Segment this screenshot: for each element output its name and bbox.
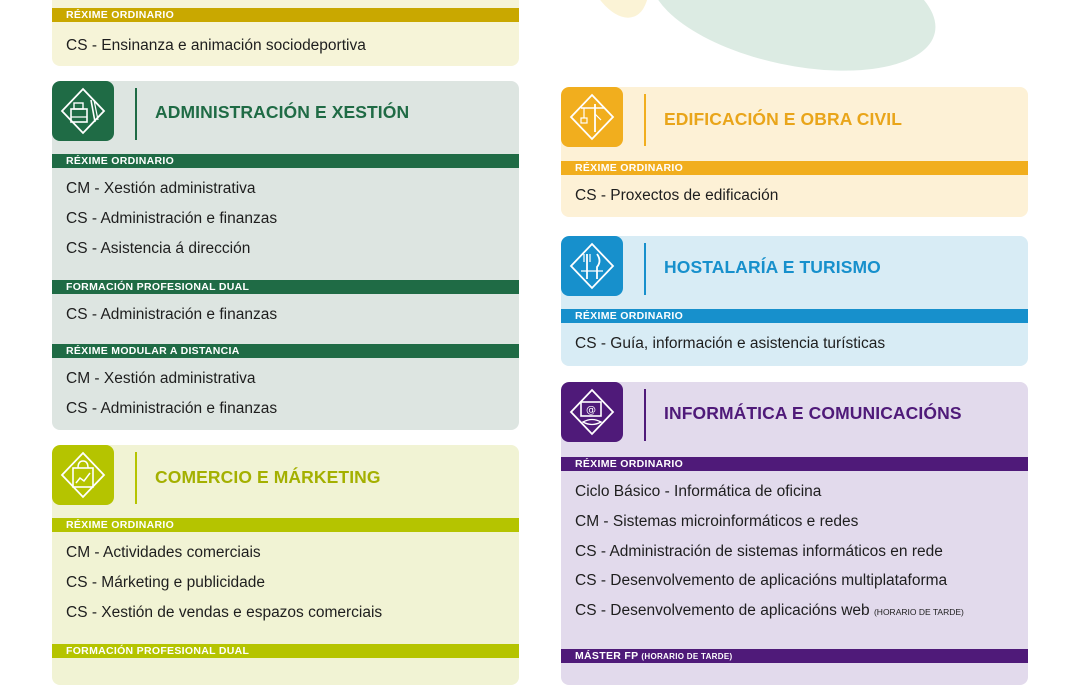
card-comercio: [52, 445, 519, 685]
card-edificacion: [561, 87, 1028, 217]
card-actividades: [52, 0, 519, 66]
list-item: CS - Márketing e publicidade: [66, 574, 266, 591]
decorative-blob-green: [638, 0, 948, 94]
schedule-note: (HORARIO DE TARDE): [641, 652, 733, 661]
section-title: EDIFICACIÓN E OBRA CIVIL: [664, 109, 903, 129]
title-divider: [644, 389, 646, 441]
section-title: COMERCIO E MÁRKETING: [155, 467, 381, 487]
title-divider: [644, 243, 646, 295]
title-divider: [135, 452, 137, 504]
band-formacion-dual: FORMACIÓN PROFESIONAL DUAL: [52, 280, 519, 294]
band-rexime-ordinario: RÉXIME ORDINARIO: [52, 8, 519, 22]
schedule-note: (HORARIO DE TARDE): [873, 607, 964, 617]
card-informatica: [561, 382, 1028, 685]
section-title: INFORMÁTICA E COMUNICACIÓNS: [664, 403, 962, 423]
list-item: CM - Xestión administrativa: [66, 370, 256, 387]
office-desk-icon: [52, 81, 114, 141]
svg-text:@: @: [586, 405, 596, 416]
band-rexime-ordinario: RÉXIME ORDINARIO: [52, 154, 519, 168]
title-divider: [644, 94, 646, 146]
list-item: CS - Administración de sistemas informáticos en rede: [575, 543, 943, 560]
list-item: CS - Asistencia á dirección: [66, 240, 251, 257]
list-item: CM - Xestión administrativa: [66, 180, 256, 197]
list-item-with-note: [575, 602, 964, 620]
shopping-bag-chart-icon: [52, 445, 114, 505]
list-item: CM - Actividades comerciais: [66, 544, 261, 561]
band-formacion-dual: FORMACIÓN PROFESIONAL DUAL: [52, 644, 519, 658]
cutlery-icon: [561, 236, 623, 296]
section-title: HOSTALARÍA E TURISMO: [664, 257, 881, 277]
card-administracion: [52, 81, 519, 430]
crane-icon: [561, 87, 623, 147]
list-item: CS - Administración e finanzas: [66, 400, 278, 417]
list-item: CS - Proxectos de edificación: [575, 187, 779, 204]
band-label: MÁSTER FP: [575, 650, 639, 662]
band-rexime-ordinario: RÉXIME ORDINARIO: [52, 518, 519, 532]
list-item: CS - Guía, información e asistencia turísticas: [575, 335, 886, 352]
band-master-fp: [561, 649, 1028, 663]
list-item: CS - Desenvolvemento de aplicacións multiplataforma: [575, 572, 948, 589]
section-title: ADMINISTRACIÓN E XESTIÓN: [155, 102, 410, 122]
band-modular-distancia: RÉXIME MODULAR A DISTANCIA: [52, 344, 519, 358]
list-item: CS - Administración e finanzas: [66, 306, 278, 323]
title-divider: [135, 88, 137, 140]
card-hostalaria: [561, 236, 1028, 366]
band-rexime-ordinario: RÉXIME ORDINARIO: [561, 309, 1028, 323]
computer-at-icon: [561, 382, 623, 442]
band-rexime-ordinario: RÉXIME ORDINARIO: [561, 161, 1028, 175]
list-item: CS - Ensinanza e animación sociodeportiva: [66, 37, 366, 54]
list-item: Ciclo Básico - Informática de oficina: [575, 483, 822, 500]
list-item: CS - Administración e finanzas: [66, 210, 278, 227]
band-rexime-ordinario: RÉXIME ORDINARIO: [561, 457, 1028, 471]
list-item-text: CS - Desenvolvemento de aplicacións web: [575, 602, 870, 619]
list-item: CS - Xestión de vendas e espazos comerciais: [66, 604, 383, 621]
list-item: CM - Sistemas microinformáticos e redes: [575, 513, 859, 530]
decorative-blob-yellow: [568, 0, 662, 27]
